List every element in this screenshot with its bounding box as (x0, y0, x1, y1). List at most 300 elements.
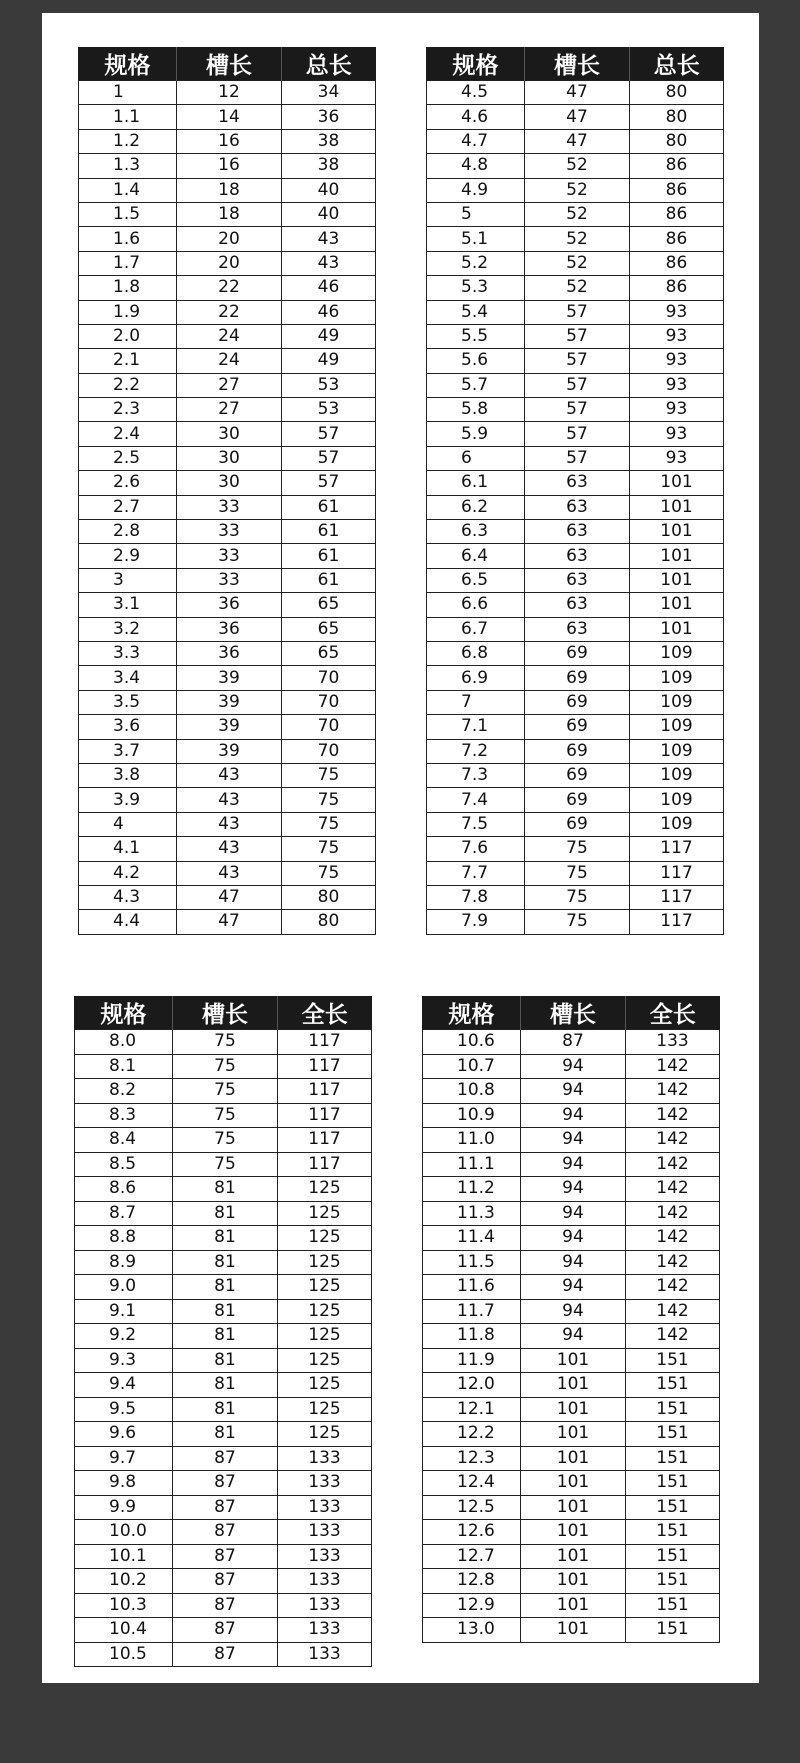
slot-length-cell: 24 (177, 324, 282, 348)
total-length-cell: 109 (630, 763, 724, 787)
spec-cell: 2.5 (79, 446, 177, 470)
table-row (427, 812, 724, 836)
slot-length-cell: 33 (177, 568, 282, 592)
spec-cell: 1.8 (79, 276, 177, 300)
table-row (79, 837, 376, 861)
slot-length-cell: 33 (177, 495, 282, 519)
spec-cell: 5.8 (427, 398, 525, 422)
table-row (427, 129, 724, 153)
table-row (75, 1103, 372, 1128)
total-length-cell: 125 (278, 1201, 372, 1226)
spec-cell: 6.1 (427, 471, 525, 495)
slot-length-cell: 87 (173, 1642, 278, 1667)
slot-length-cell: 75 (525, 910, 630, 934)
total-length-cell: 80 (282, 885, 376, 909)
total-length-cell: 75 (282, 812, 376, 836)
slot-length-cell: 81 (173, 1373, 278, 1398)
total-length-cell: 125 (278, 1397, 372, 1422)
slot-length-cell: 39 (177, 666, 282, 690)
total-length-cell: 101 (630, 568, 724, 592)
slot-length-cell: 12 (177, 81, 282, 105)
slot-length-cell: 52 (525, 227, 630, 251)
total-length-cell: 53 (282, 373, 376, 397)
table-row (75, 1079, 372, 1104)
spec-cell: 10.9 (423, 1103, 521, 1128)
table-row (427, 690, 724, 714)
spec-cell: 6.8 (427, 641, 525, 665)
table-row (79, 276, 376, 300)
slot-length-cell: 18 (177, 178, 282, 202)
table-row (79, 885, 376, 909)
table-header-row (75, 996, 372, 1030)
slot-length-cell: 43 (177, 812, 282, 836)
table-row (427, 910, 724, 934)
spec-cell: 10.5 (75, 1642, 173, 1667)
table-row (427, 373, 724, 397)
spec-cell: 10.3 (75, 1593, 173, 1618)
spec-cell: 7.4 (427, 788, 525, 812)
table-row (423, 1103, 720, 1128)
total-length-cell: 61 (282, 520, 376, 544)
total-length-cell: 151 (626, 1495, 720, 1520)
total-length-cell: 125 (278, 1177, 372, 1202)
slot-length-cell: 94 (521, 1201, 626, 1226)
total-length-cell: 101 (630, 495, 724, 519)
spec-cell: 4.5 (427, 81, 525, 105)
total-length-cell: 93 (630, 349, 724, 373)
slot-length-cell: 43 (177, 763, 282, 787)
spec-cell: 1.9 (79, 300, 177, 324)
slot-length-cell: 52 (525, 178, 630, 202)
total-length-cell: 80 (630, 81, 724, 105)
table-row (427, 227, 724, 251)
slot-length-cell: 30 (177, 446, 282, 470)
slot-length-cell: 101 (521, 1373, 626, 1398)
spec-cell: 6.9 (427, 666, 525, 690)
slot-length-cell: 81 (173, 1226, 278, 1251)
table-row (79, 324, 376, 348)
table-row (75, 1397, 372, 1422)
total-length-cell: 142 (626, 1299, 720, 1324)
table-row (79, 471, 376, 495)
spec-cell: 9.5 (75, 1397, 173, 1422)
slot-length-cell: 87 (173, 1618, 278, 1643)
total-length-cell: 142 (626, 1152, 720, 1177)
table-row (423, 1128, 720, 1153)
table-row (423, 1422, 720, 1447)
slot-length-cell: 81 (173, 1299, 278, 1324)
total-length-cell: 133 (278, 1544, 372, 1569)
slot-length-cell: 69 (525, 641, 630, 665)
spec-cell: 10.8 (423, 1079, 521, 1104)
total-length-cell: 151 (626, 1446, 720, 1471)
total-length-cell: 133 (278, 1569, 372, 1594)
table-row (423, 1569, 720, 1594)
spec-table-1 (78, 47, 376, 935)
spec-cell: 8.2 (75, 1079, 173, 1104)
table-header-row (79, 47, 376, 81)
table-row (79, 227, 376, 251)
total-length-cell: 125 (278, 1299, 372, 1324)
slot-length-cell: 47 (525, 105, 630, 129)
spec-cell: 3.7 (79, 739, 177, 763)
total-length-cell: 65 (282, 617, 376, 641)
table-row (427, 202, 724, 226)
table-row (79, 495, 376, 519)
slot-length-cell: 101 (521, 1618, 626, 1643)
total-length-cell: 43 (282, 251, 376, 275)
table-row (423, 1324, 720, 1349)
spec-table-3 (74, 996, 372, 1667)
table-row (79, 690, 376, 714)
spec-cell: 4.6 (427, 105, 525, 129)
total-length-cell: 133 (278, 1520, 372, 1545)
slot-length-cell: 63 (525, 544, 630, 568)
slot-length-cell: 75 (173, 1079, 278, 1104)
spec-cell: 13.0 (423, 1618, 521, 1643)
table-row (75, 1299, 372, 1324)
slot-length-cell: 94 (521, 1275, 626, 1300)
table-row (427, 446, 724, 470)
total-length-cell: 34 (282, 81, 376, 105)
table-row (75, 1348, 372, 1373)
table-row (423, 1201, 720, 1226)
table-row (427, 861, 724, 885)
table-row (79, 520, 376, 544)
table-row (427, 763, 724, 787)
table-row (75, 1226, 372, 1251)
total-length-cell: 151 (626, 1618, 720, 1643)
slot-length-cell: 94 (521, 1250, 626, 1275)
total-length-cell: 151 (626, 1397, 720, 1422)
slot-length-cell: 36 (177, 641, 282, 665)
table-row (79, 763, 376, 787)
table-row (427, 739, 724, 763)
slot-length-cell: 69 (525, 739, 630, 763)
total-length-cell: 57 (282, 471, 376, 495)
spec-cell: 6.5 (427, 568, 525, 592)
slot-length-cell: 57 (525, 373, 630, 397)
table-row (423, 1397, 720, 1422)
total-length-cell: 43 (282, 227, 376, 251)
table-row (427, 154, 724, 178)
total-length-cell: 125 (278, 1373, 372, 1398)
total-length-cell: 75 (282, 861, 376, 885)
slot-length-cell: 81 (173, 1177, 278, 1202)
spec-cell: 9.4 (75, 1373, 173, 1398)
header-slot-length: 槽长 (177, 47, 282, 81)
slot-length-cell: 94 (521, 1177, 626, 1202)
total-length-cell: 57 (282, 446, 376, 470)
table-row (427, 398, 724, 422)
spec-cell: 11.5 (423, 1250, 521, 1275)
total-length-cell: 133 (278, 1642, 372, 1667)
table-row (79, 349, 376, 373)
total-length-cell: 117 (278, 1103, 372, 1128)
header-total-length: 全长 (278, 996, 372, 1030)
slot-length-cell: 52 (525, 154, 630, 178)
spec-cell: 1.4 (79, 178, 177, 202)
spec-cell: 9.3 (75, 1348, 173, 1373)
slot-length-cell: 94 (521, 1128, 626, 1153)
spec-cell: 10.6 (423, 1030, 521, 1055)
total-length-cell: 142 (626, 1275, 720, 1300)
table-row (423, 1030, 720, 1055)
slot-length-cell: 57 (525, 324, 630, 348)
slot-length-cell: 69 (525, 812, 630, 836)
slot-length-cell: 39 (177, 739, 282, 763)
table-row (75, 1544, 372, 1569)
slot-length-cell: 94 (521, 1054, 626, 1079)
spec-cell: 1.7 (79, 251, 177, 275)
spec-cell: 4.7 (427, 129, 525, 153)
spec-cell: 1 (79, 81, 177, 105)
total-length-cell: 142 (626, 1250, 720, 1275)
total-length-cell: 109 (630, 812, 724, 836)
total-length-cell: 93 (630, 446, 724, 470)
total-length-cell: 125 (278, 1348, 372, 1373)
total-length-cell: 117 (630, 910, 724, 934)
table-row (79, 178, 376, 202)
total-length-cell: 133 (278, 1446, 372, 1471)
spec-cell: 12.3 (423, 1446, 521, 1471)
table-row (79, 715, 376, 739)
spec-cell: 10.7 (423, 1054, 521, 1079)
table-row (79, 739, 376, 763)
table-row (79, 251, 376, 275)
total-length-cell: 142 (626, 1324, 720, 1349)
slot-length-cell: 94 (521, 1324, 626, 1349)
spec-cell: 6.7 (427, 617, 525, 641)
spec-cell: 5.7 (427, 373, 525, 397)
table-row (427, 349, 724, 373)
total-length-cell: 70 (282, 739, 376, 763)
total-length-cell: 70 (282, 690, 376, 714)
table-row (427, 251, 724, 275)
spec-cell: 3 (79, 568, 177, 592)
table-row (79, 129, 376, 153)
spec-cell: 1.1 (79, 105, 177, 129)
header-total-length: 全长 (626, 996, 720, 1030)
table-row (75, 1373, 372, 1398)
slot-length-cell: 101 (521, 1569, 626, 1594)
total-length-cell: 86 (630, 227, 724, 251)
spec-cell: 1.3 (79, 154, 177, 178)
table-row (427, 788, 724, 812)
table-row (75, 1250, 372, 1275)
total-length-cell: 109 (630, 788, 724, 812)
total-length-cell: 93 (630, 300, 724, 324)
total-length-cell: 61 (282, 568, 376, 592)
spec-cell: 9.7 (75, 1446, 173, 1471)
total-length-cell: 117 (278, 1152, 372, 1177)
total-length-cell: 133 (278, 1618, 372, 1643)
total-length-cell: 75 (282, 837, 376, 861)
spec-cell: 7.2 (427, 739, 525, 763)
total-length-cell: 117 (278, 1030, 372, 1055)
slot-length-cell: 101 (521, 1495, 626, 1520)
table-row (79, 593, 376, 617)
table-row (427, 520, 724, 544)
table-row (427, 641, 724, 665)
total-length-cell: 109 (630, 739, 724, 763)
spec-cell: 9.6 (75, 1422, 173, 1447)
slot-length-cell: 87 (173, 1593, 278, 1618)
total-length-cell: 142 (626, 1054, 720, 1079)
table-row (79, 154, 376, 178)
table-header-row (427, 47, 724, 81)
spec-cell: 11.8 (423, 1324, 521, 1349)
spec-cell: 11.4 (423, 1226, 521, 1251)
total-length-cell: 80 (282, 910, 376, 934)
slot-length-cell: 52 (525, 202, 630, 226)
header-slot-length: 槽长 (173, 996, 278, 1030)
spec-cell: 3.1 (79, 593, 177, 617)
spec-cell: 6.2 (427, 495, 525, 519)
table-row (423, 1446, 720, 1471)
slot-length-cell: 43 (177, 861, 282, 885)
spec-cell: 2.7 (79, 495, 177, 519)
spec-cell: 12.5 (423, 1495, 521, 1520)
table-row (427, 666, 724, 690)
total-length-cell: 38 (282, 154, 376, 178)
spec-cell: 9.0 (75, 1275, 173, 1300)
spec-cell: 3.2 (79, 617, 177, 641)
spec-cell: 5.5 (427, 324, 525, 348)
spec-cell: 7.5 (427, 812, 525, 836)
total-length-cell: 117 (630, 885, 724, 909)
spec-cell: 2.9 (79, 544, 177, 568)
spec-cell: 3.6 (79, 715, 177, 739)
table-row (423, 1471, 720, 1496)
slot-length-cell: 81 (173, 1324, 278, 1349)
slot-length-cell: 57 (525, 349, 630, 373)
spec-cell: 11.9 (423, 1348, 521, 1373)
spec-cell: 7.1 (427, 715, 525, 739)
slot-length-cell: 43 (177, 837, 282, 861)
table-row (75, 1177, 372, 1202)
table-row (75, 1495, 372, 1520)
table-row (75, 1201, 372, 1226)
spec-cell: 8.9 (75, 1250, 173, 1275)
slot-length-cell: 87 (521, 1030, 626, 1055)
table-row (423, 1618, 720, 1643)
total-length-cell: 109 (630, 715, 724, 739)
spec-table-2 (426, 47, 724, 935)
table-row (79, 788, 376, 812)
table-row (79, 617, 376, 641)
total-length-cell: 101 (630, 593, 724, 617)
slot-length-cell: 30 (177, 422, 282, 446)
table-row (427, 178, 724, 202)
table-row (423, 1226, 720, 1251)
header-slot-length: 槽长 (525, 47, 630, 81)
spec-cell: 11.6 (423, 1275, 521, 1300)
spec-cell: 12.7 (423, 1544, 521, 1569)
slot-length-cell: 22 (177, 276, 282, 300)
spec-cell: 5.9 (427, 422, 525, 446)
spec-cell: 2.6 (79, 471, 177, 495)
spec-cell: 2.3 (79, 398, 177, 422)
table-row (79, 81, 376, 105)
spec-cell: 12.2 (423, 1422, 521, 1447)
slot-length-cell: 33 (177, 544, 282, 568)
slot-length-cell: 57 (525, 422, 630, 446)
spec-cell: 10.0 (75, 1520, 173, 1545)
table-row (79, 446, 376, 470)
total-length-cell: 53 (282, 398, 376, 422)
total-length-cell: 142 (626, 1128, 720, 1153)
total-length-cell: 109 (630, 641, 724, 665)
slot-length-cell: 81 (173, 1422, 278, 1447)
table-row (75, 1275, 372, 1300)
total-length-cell: 125 (278, 1422, 372, 1447)
slot-length-cell: 87 (173, 1520, 278, 1545)
slot-length-cell: 47 (525, 129, 630, 153)
table-row (75, 1030, 372, 1055)
slot-length-cell: 69 (525, 666, 630, 690)
spec-cell: 5.3 (427, 276, 525, 300)
slot-length-cell: 101 (521, 1520, 626, 1545)
total-length-cell: 117 (278, 1128, 372, 1153)
total-length-cell: 101 (630, 471, 724, 495)
table-row (423, 1152, 720, 1177)
total-length-cell: 101 (630, 544, 724, 568)
slot-length-cell: 47 (525, 81, 630, 105)
total-length-cell: 151 (626, 1520, 720, 1545)
total-length-cell: 80 (630, 129, 724, 153)
total-length-cell: 61 (282, 544, 376, 568)
table-row (75, 1593, 372, 1618)
total-length-cell: 142 (626, 1079, 720, 1104)
spec-cell: 5.4 (427, 300, 525, 324)
spec-cell: 3.5 (79, 690, 177, 714)
spec-cell: 1.2 (79, 129, 177, 153)
spec-cell: 9.9 (75, 1495, 173, 1520)
total-length-cell: 93 (630, 324, 724, 348)
slot-length-cell: 87 (173, 1544, 278, 1569)
table-row (79, 812, 376, 836)
total-length-cell: 61 (282, 495, 376, 519)
table-row (423, 1373, 720, 1398)
slot-length-cell: 63 (525, 617, 630, 641)
table-row (427, 324, 724, 348)
spec-cell: 10.4 (75, 1618, 173, 1643)
table-row (75, 1618, 372, 1643)
table-row (75, 1471, 372, 1496)
spec-cell: 9.2 (75, 1324, 173, 1349)
total-length-cell: 70 (282, 715, 376, 739)
total-length-cell: 46 (282, 276, 376, 300)
slot-length-cell: 63 (525, 471, 630, 495)
spec-cell: 4.3 (79, 885, 177, 909)
table-row (75, 1446, 372, 1471)
spec-cell: 6.6 (427, 593, 525, 617)
total-length-cell: 86 (630, 154, 724, 178)
slot-length-cell: 81 (173, 1201, 278, 1226)
slot-length-cell: 24 (177, 349, 282, 373)
slot-length-cell: 63 (525, 520, 630, 544)
table-row (423, 1079, 720, 1104)
table-row (427, 837, 724, 861)
spec-cell: 8.8 (75, 1226, 173, 1251)
slot-length-cell: 20 (177, 251, 282, 275)
spec-cell: 2.4 (79, 422, 177, 446)
spec-sheet (42, 13, 759, 1683)
table-row (427, 544, 724, 568)
total-length-cell: 133 (278, 1593, 372, 1618)
total-length-cell: 142 (626, 1177, 720, 1202)
